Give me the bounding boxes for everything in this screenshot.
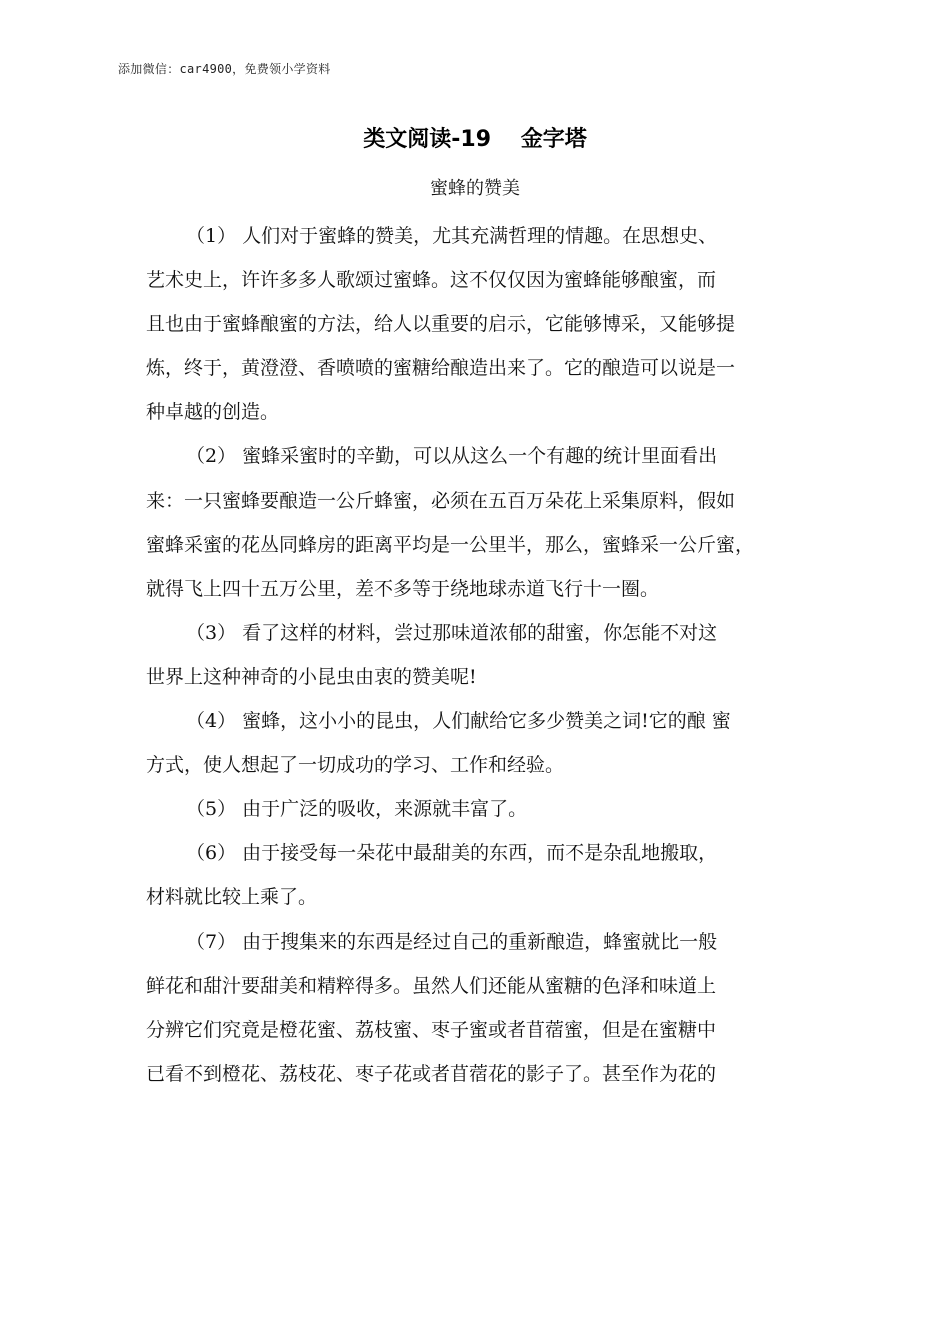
text-line: 且也由于蜜蜂酿蜜的方法，给人以重要的启示，它能够博采，又能够提	[146, 313, 736, 336]
page-title: 类文阅读-19 金字塔	[363, 127, 587, 152]
text-line: （3） 看了这样的材料，尝过那味道浓郁的甜蜜，你怎能不对这	[186, 621, 718, 644]
text-line: 世界上这种神奇的小昆虫由衷的赞美呢!	[146, 665, 477, 688]
text-line: 方式，使人想起了一切成功的学习、工作和经验。	[146, 754, 565, 777]
text-line: （2） 蜜蜂采蜜时的辛勤，可以从这么一个有趣的统计里面看出	[186, 445, 718, 468]
text-line: 就得飞上四十五万公里，差不多等于绕地球赤道飞行十一圈。	[146, 577, 660, 600]
text-line: （7） 由于搜集来的东西是经过自己的重新酿造，蜂蜜就比一般	[186, 930, 718, 953]
text-line: （4） 蜜蜂，这小小的昆虫，人们献给它多少赞美之词!它的酿 蜜	[186, 710, 731, 733]
text-line: 艺术史上，许许多多人歌颂过蜜蜂。这不仅仅因为蜜蜂能够酿蜜，而	[146, 269, 717, 292]
text-line: 已看不到橙花、荔枝花、枣子花或者苜蓿花的影子了。甚至作为花的	[146, 1062, 717, 1085]
text-line: （1） 人们对于蜜蜂的赞美，尤其充满哲理的情趣。在思想史、	[186, 225, 718, 247]
header-note: 添加微信：car4900，免费领小学资料	[118, 62, 331, 76]
text-line: 来：一只蜜蜂要酿造一公斤蜂蜜，必须在五百万朵花上采集原料，假如	[146, 489, 736, 512]
text-line: 分辨它们究竟是橙花蜜、荔枝蜜、枣子蜜或者苜蓿蜜，但是在蜜糖中	[146, 1018, 717, 1041]
text-line: （5） 由于广泛的吸收，来源就丰富了。	[186, 798, 528, 821]
text-line: 蜜蜂采蜜的花丛同蜂房的距离平均是一公里半，那么，蜜蜂采一公斤蜜，	[146, 533, 755, 556]
text-line: 种卓越的创造。	[146, 401, 280, 424]
article-title: 蜜蜂的赞美	[430, 178, 520, 199]
text-line: （6） 由于接受每一朵花中最甜美的东西，而不是杂乱地搬取，	[186, 842, 718, 865]
article-body	[146, 214, 846, 1096]
text-line: 材料就比较上乘了。	[146, 886, 318, 909]
text-line: 炼，终于，黄澄澄、香喷喷的蜜糖给酿造出来了。它的酿造可以说是一	[146, 357, 736, 380]
text-line: 鲜花和甜汁要甜美和精粹得多。虽然人们还能从蜜糖的色泽和味道上	[146, 974, 717, 997]
